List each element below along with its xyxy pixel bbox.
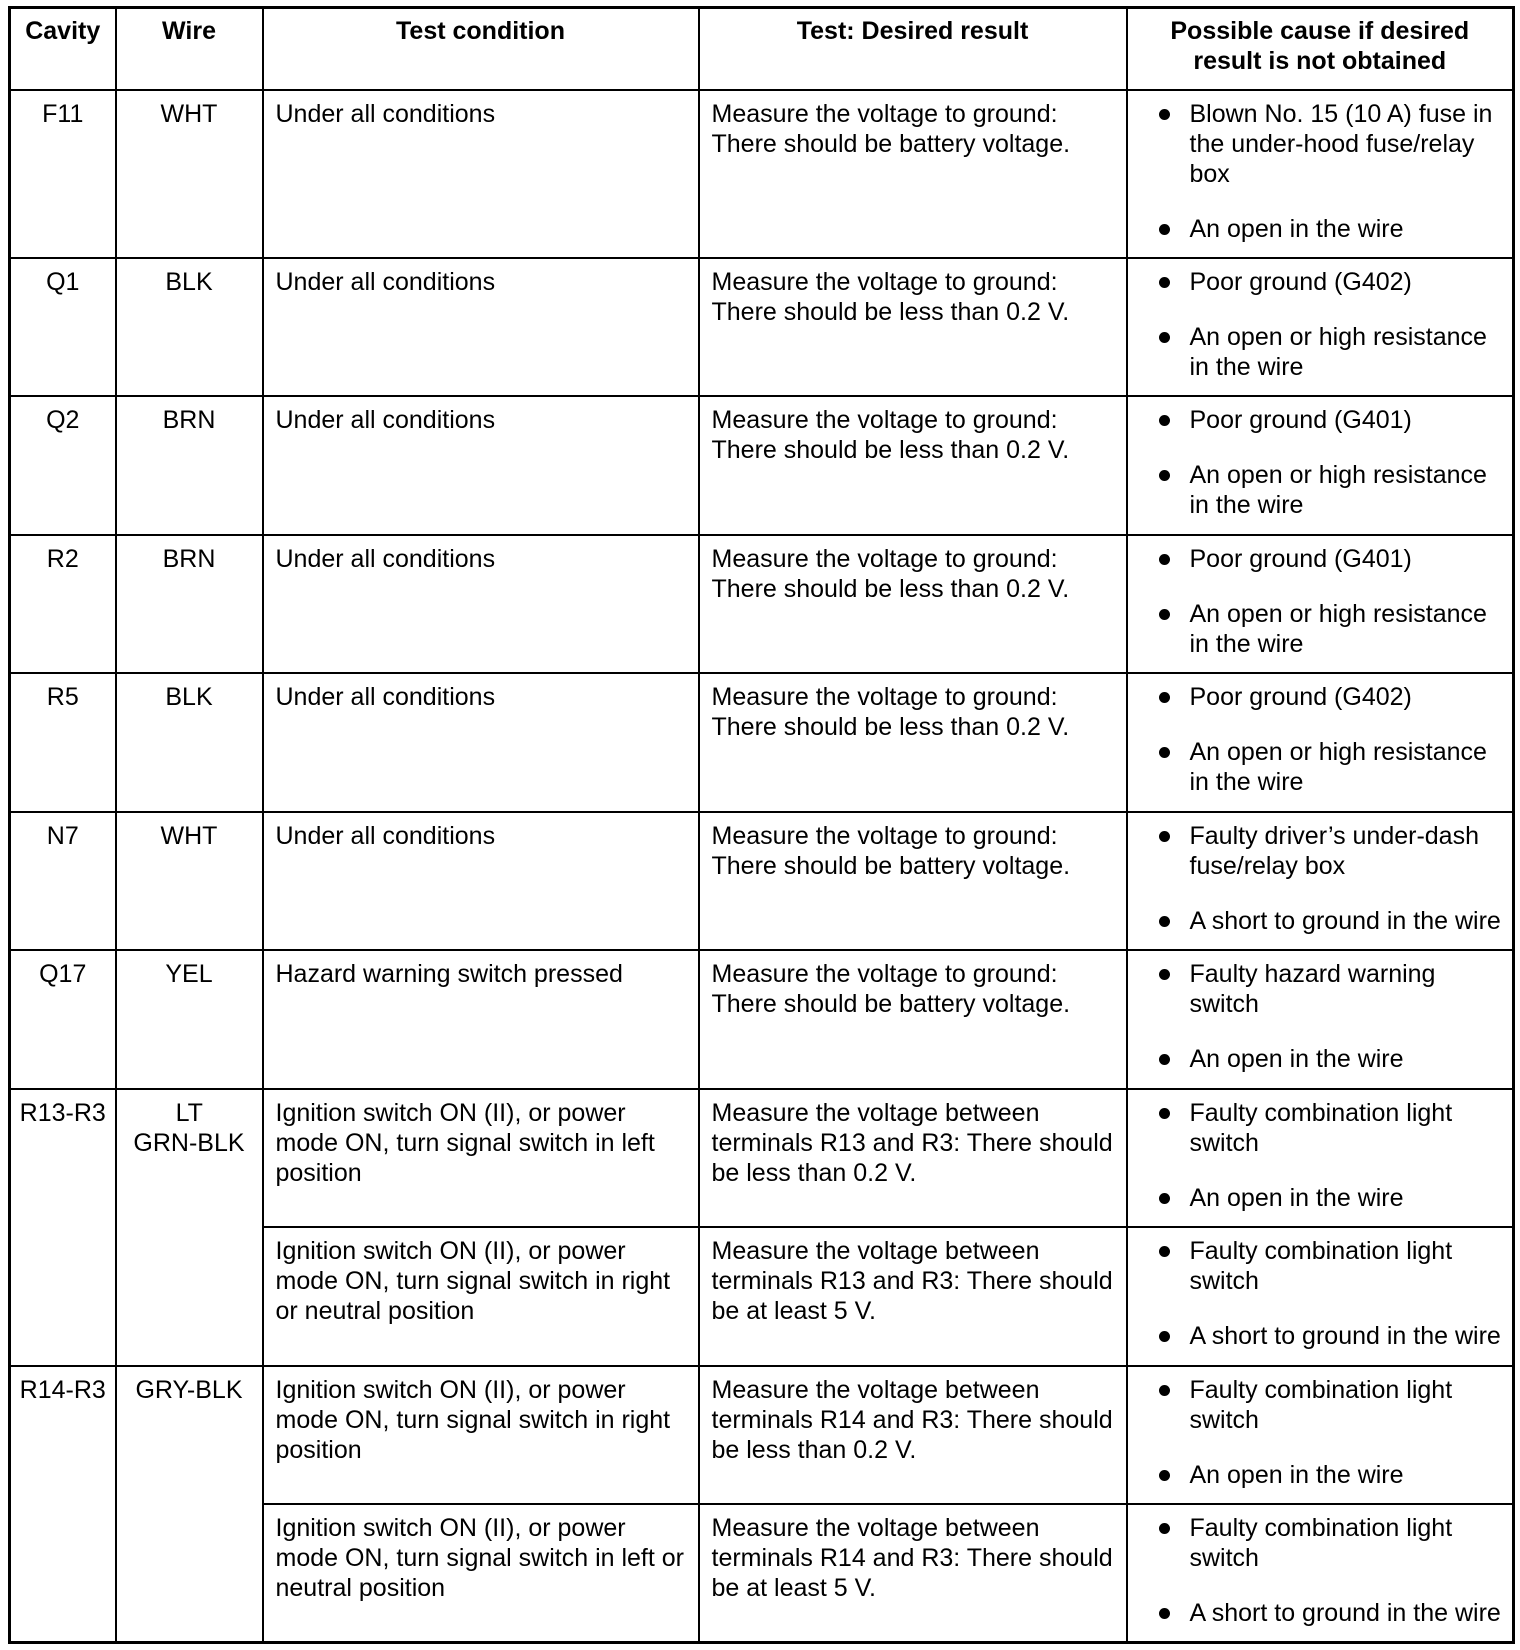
cause-item [1128,267,1506,297]
test-condition-cell [263,1089,699,1228]
desired-result-cell [699,1366,1127,1505]
test-condition-text: Under all conditions [275,99,496,128]
bullet-icon [1159,109,1170,120]
cause-list [1128,1375,1513,1490]
desired-result-text: Measure the voltage to ground: There should be battery voltage. [711,821,1071,880]
test-condition-cell [263,90,699,258]
cause-text: Poor ground (G401) [1189,544,1412,573]
possible-cause-cell [1127,950,1514,1089]
test-condition-cell [263,950,699,1089]
cause-text: Faulty combination light switch [1189,1514,1453,1572]
wire-cell [116,812,263,951]
cause-list [1128,99,1513,244]
desired-result-text: Measure the voltage to ground: There should be less than 0.2 V. [711,406,1070,464]
cause-item [1128,1513,1506,1573]
wire-cell [116,258,263,397]
table-row [10,1089,1514,1228]
cause-text: An open in the wire [1189,1045,1404,1073]
possible-cause-cell [1127,1504,1514,1643]
desired-result-cell [699,535,1127,674]
cause-text: Poor ground (G402) [1189,683,1412,711]
desired-result-text: Measure the voltage to ground: There should be less than 0.2 V. [711,267,1070,326]
bullet-icon [1159,415,1170,426]
cause-text: Poor ground (G401) [1189,406,1412,434]
possible-cause-cell [1127,1089,1514,1228]
cause-item [1128,682,1506,712]
cause-text: An open or high resistance in the wire [1189,599,1487,658]
desired-result-text: Measure the voltage between terminals R14 and R3: There should be at least 5 V. [711,1514,1113,1602]
bullet-icon [1159,332,1170,343]
cause-item [1128,405,1506,435]
cause-text: Faulty hazard warning switch [1189,960,1436,1018]
test-condition-cell [263,535,699,674]
test-condition-text: Under all conditions [275,683,496,711]
cause-item [1128,322,1506,382]
cavity-cell: R13-R3 [10,1089,116,1366]
possible-cause-cell [1127,1366,1514,1505]
wire-cell [116,1366,263,1643]
test-condition-text: Under all conditions [275,406,496,434]
cavity-cell: Q2 [10,396,116,535]
cause-list [1128,1513,1513,1628]
test-condition-text: Hazard warning switch pressed [275,960,623,988]
wire-code-part: GRY-BLK [135,1375,243,1404]
cause-list [1128,821,1513,936]
wire-cell [116,950,263,1089]
cause-text: An open or high resistance in the wire [1189,738,1487,796]
cause-item [1128,460,1506,520]
cause-text: An open or high resistance in the wire [1189,461,1487,519]
cause-text: Poor ground (G402) [1189,267,1412,296]
bullet-icon [1159,1108,1170,1119]
cause-item [1128,1098,1506,1158]
test-condition-cell [263,396,699,535]
bullet-icon [1159,747,1170,758]
possible-cause-cell [1127,90,1514,258]
table-row [10,673,1514,812]
cause-item [1128,1460,1506,1490]
cavity-cell: R5 [10,673,116,812]
test-condition-text: Under all conditions [275,821,496,850]
cause-text: A short to ground in the wire [1189,1599,1501,1627]
possible-cause-cell [1127,812,1514,951]
bullet-icon [1159,1054,1170,1065]
cause-item [1128,544,1506,574]
wire-code-part: BLK [165,267,213,296]
wire-cell [116,535,263,674]
cause-item [1128,214,1506,244]
possible-cause-cell [1127,1227,1514,1366]
desired-result-text: Measure the voltage to ground: There should be less than 0.2 V. [711,683,1070,741]
test-condition-text: Under all conditions [275,544,496,573]
desired-result-cell [699,1089,1127,1228]
bullet-icon [1159,224,1170,235]
cause-text: A short to ground in the wire [1189,906,1501,935]
wire-code-part: BRN [162,544,216,573]
bullet-icon [1159,1470,1170,1481]
wire-code-part: GRN-BLK [133,1128,245,1157]
desired-result-cell [699,1504,1127,1643]
header-cavity: Cavity [10,8,116,90]
bullet-icon [1159,1331,1170,1342]
test-condition-cell [263,812,699,951]
possible-cause-cell [1127,535,1514,674]
connector-test-table [8,6,1515,1644]
bullet-icon [1159,1608,1170,1619]
bullet-icon [1159,831,1170,842]
cause-item [1128,959,1506,1019]
wire-code-part: WHT [160,99,218,128]
header-desired-result: Test: Desired result [699,8,1127,90]
table-row [10,535,1514,674]
desired-result-cell [699,1227,1127,1366]
cause-item [1128,1375,1506,1435]
cause-item [1128,599,1506,659]
desired-result-cell [699,812,1127,951]
possible-cause-cell [1127,673,1514,812]
cavity-cell: R14-R3 [10,1366,116,1643]
cause-text: An open or high resistance in the wire [1189,322,1487,381]
cause-item [1128,1236,1506,1296]
wire-cell [116,1089,263,1366]
cavity-cell: N7 [10,812,116,951]
table-row [10,90,1514,258]
desired-result-text: Measure the voltage between terminals R13 and R3: There should be less than 0.2 V. [711,1098,1113,1187]
bullet-icon [1159,916,1170,927]
test-condition-text: Under all conditions [275,267,496,296]
cause-text: Faulty driver’s under-dash fuse/relay box [1189,821,1479,880]
cause-list [1128,405,1513,520]
table-row [10,812,1514,951]
desired-result-text: Measure the voltage to ground: There should be battery voltage. [711,960,1071,1018]
table-row [10,1366,1514,1505]
test-condition-cell [263,673,699,812]
bullet-icon [1159,1523,1170,1534]
bullet-icon [1159,969,1170,980]
possible-cause-cell [1127,396,1514,535]
cause-item [1128,821,1506,881]
bullet-icon [1159,1385,1170,1396]
cause-item [1128,1044,1506,1074]
test-condition-text: Ignition switch ON (II), or power mode ON, turn signal switch in right position [275,1375,671,1464]
test-condition-cell [263,258,699,397]
cause-list [1128,1236,1513,1351]
test-condition-cell [263,1504,699,1643]
cause-list [1128,682,1513,797]
wire-cell [116,673,263,812]
desired-result-cell [699,673,1127,812]
cause-item [1128,737,1506,797]
wire-cell [116,90,263,258]
test-condition-text: Ignition switch ON (II), or power mode ON, turn signal switch in left or neutral position [275,1514,684,1602]
desired-result-cell [699,258,1127,397]
cause-text: Faulty combination light switch [1189,1375,1453,1434]
cavity-cell: F11 [10,90,116,258]
wire-cell [116,396,263,535]
test-condition-text: Ignition switch ON (II), or power mode ON, turn signal switch in left position [275,1098,655,1187]
bullet-icon [1159,554,1170,565]
cause-text: Blown No. 15 (10 A) fuse in the under-hood fuse/relay box [1189,99,1493,188]
cause-item [1128,1598,1506,1628]
header-possible-cause: Possible cause if desired result is not obtained [1127,8,1514,90]
cause-text: A short to ground in the wire [1189,1322,1501,1350]
bullet-icon [1159,609,1170,620]
cause-list [1128,544,1513,659]
cause-list [1128,1098,1513,1213]
cause-text: Faulty combination light switch [1189,1237,1453,1295]
cause-text: An open in the wire [1189,1460,1404,1489]
wire-code-part: BRN [162,406,216,434]
cause-item [1128,1183,1506,1213]
desired-result-cell [699,396,1127,535]
bullet-icon [1159,1193,1170,1204]
test-condition-cell [263,1227,699,1366]
cavity-cell: R2 [10,535,116,674]
cause-list [1128,267,1513,382]
cause-list [1128,959,1513,1074]
header-test-condition: Test condition [263,8,699,90]
table-row [10,258,1514,397]
wire-code-part: YEL [165,960,213,988]
bullet-icon [1159,470,1170,481]
header-wire: Wire [116,8,263,90]
desired-result-cell [699,950,1127,1089]
cause-item [1128,1321,1506,1351]
bullet-icon [1159,1246,1170,1257]
cause-item [1128,906,1506,936]
header-row [10,8,1514,90]
cause-text: An open in the wire [1189,1183,1404,1212]
cause-text: Faulty combination light switch [1189,1098,1453,1157]
bullet-icon [1159,692,1170,703]
desired-result-text: Measure the voltage between terminals R13 and R3: There should be at least 5 V. [711,1237,1113,1325]
test-condition-cell [263,1366,699,1505]
test-condition-text: Ignition switch ON (II), or power mode ON, turn signal switch in right or neutral position [275,1237,671,1325]
cavity-cell: Q1 [10,258,116,397]
wire-code-part: WHT [160,821,218,850]
cause-text: An open in the wire [1189,214,1404,243]
table-row [10,950,1514,1089]
desired-result-text: Measure the voltage between terminals R14 and R3: There should be less than 0.2 V. [711,1375,1113,1464]
desired-result-text: Measure the voltage to ground: There should be battery voltage. [711,99,1071,158]
wire-code-part: LT [175,1098,203,1127]
desired-result-text: Measure the voltage to ground: There should be less than 0.2 V. [711,544,1070,603]
cavity-cell: Q17 [10,950,116,1089]
table-row [10,396,1514,535]
cause-item [1128,99,1506,189]
bullet-icon [1159,277,1170,288]
possible-cause-cell [1127,258,1514,397]
wire-code-part: BLK [165,683,213,711]
desired-result-cell [699,90,1127,258]
